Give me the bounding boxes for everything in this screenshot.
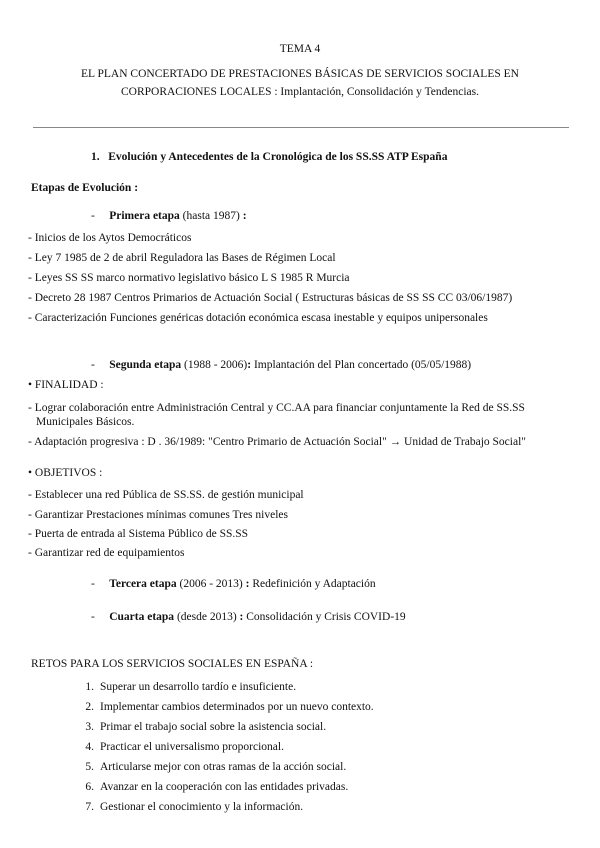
stage-desc: Consolidación y Crisis COVID-19 xyxy=(243,611,406,623)
stage-desc: Implantación del Plan concertado (05/05/1988) xyxy=(251,359,472,371)
section-1-heading xyxy=(91,151,447,163)
etapas-label: Etapas de Evolución : xyxy=(31,182,139,194)
item-number: 5. xyxy=(85,761,94,773)
stage-colon: : xyxy=(245,578,250,590)
stage-range: (1988 - 2006) xyxy=(181,359,248,371)
item-text: Implementar cambios determinados por un nuevo contexto. xyxy=(100,701,374,713)
title-line-2-sub: Implantación, Consolidación y Tendencias. xyxy=(277,86,480,98)
tema-label: TEMA 4 xyxy=(279,43,321,55)
title-line-1: EL PLAN CONCERTADO DE PRESTACIONES BÁSICAS DE SERVICIOS SOCIALES EN xyxy=(81,68,519,80)
item-number: 3. xyxy=(85,721,94,733)
item-text: Articularse mejor con otras ramas de la acción social. xyxy=(100,761,347,773)
stage-colon: : xyxy=(242,210,247,222)
stage-range: (2006 - 2013) xyxy=(176,578,246,590)
item-number: 4. xyxy=(85,741,94,753)
item-number: 6. xyxy=(85,781,94,793)
item-text: Superar un desarrollo tardío e insuficiente. xyxy=(100,681,297,693)
divider xyxy=(33,127,569,128)
list-item xyxy=(78,781,348,793)
stage-name: Segunda etapa xyxy=(109,359,182,371)
item-number: 1. xyxy=(85,681,94,693)
stage-colon: : xyxy=(247,359,252,371)
title-line-2-main: CORPORACIONES LOCALES : xyxy=(120,86,278,98)
list-item: - Establecer una red Pública de SS.SS. de gestión municipal xyxy=(28,489,304,501)
stage-colon: : xyxy=(239,611,244,623)
stage-range: (hasta 1987) xyxy=(179,210,243,222)
section-number: 1. xyxy=(91,151,100,163)
list-item xyxy=(78,681,296,693)
list-item-continuation: Municipales Básicos. xyxy=(36,416,135,428)
list-item: - Puerta de entrada al Sistema Público de SS.SS xyxy=(28,528,249,540)
cuarta-etapa-heading xyxy=(91,611,406,623)
list-item: - Inicios de los Aytos Democráticos xyxy=(28,232,192,244)
tercera-etapa-heading xyxy=(91,578,376,590)
stage-desc: Redefinición y Adaptación xyxy=(249,578,376,590)
list-item xyxy=(78,721,326,733)
bullet-dash: - xyxy=(91,611,95,623)
segunda-etapa-heading xyxy=(91,359,471,371)
bullet-dash: - xyxy=(91,578,95,590)
list-item: - Decreto 28 1987 Centros Primarios de Actuación Social ( Estructuras básicas de SS SS CC 03/06/1987) xyxy=(28,292,513,304)
list-item: - Garantizar Prestaciones mínimas comunes Tres niveles xyxy=(28,509,288,521)
bullet-dash: - xyxy=(91,210,95,222)
objetivos-label: • OBJETIVOS : xyxy=(28,467,103,479)
list-item: - Ley 7 1985 de 2 de abril Reguladora las Bases de Régimen Local xyxy=(28,252,336,264)
stage-range: (desde 2013) xyxy=(174,611,240,623)
bullet-dash: - xyxy=(91,359,95,371)
stage-name: Cuarta etapa xyxy=(109,611,175,623)
list-item: - Leyes SS SS marco normativo legislativo básico L S 1985 R Murcia xyxy=(28,272,350,284)
list-item: - Caracterización Funciones genéricas dotación económica escasa inestable y equipos unipersonales xyxy=(28,312,488,324)
item-number: 7. xyxy=(85,801,94,813)
finalidad-label: • FINALIDAD : xyxy=(28,379,104,391)
list-item: - Garantizar red de equipamientos xyxy=(28,547,185,559)
section-title: Evolución y Antecedentes de la Cronológica de los SS.SS ATP España xyxy=(108,151,448,163)
list-item xyxy=(78,761,346,773)
stage-name: Primera etapa xyxy=(109,210,180,222)
retos-heading: RETOS PARA LOS SERVICIOS SOCIALES EN ESPAÑA : xyxy=(31,658,314,670)
stage-name: Tercera etapa xyxy=(109,578,177,590)
item-text: Practicar el universalismo proporcional. xyxy=(100,741,284,753)
list-item: - Lograr colaboración entre Administración Central y CC.AA para financiar conjuntamente la Red de SS.SS xyxy=(28,402,525,414)
primera-etapa-heading xyxy=(91,210,247,222)
item-number: 2. xyxy=(85,701,94,713)
item-text: Gestionar el conocimiento y la información. xyxy=(100,801,304,813)
list-item xyxy=(78,701,374,713)
title-line-2 xyxy=(0,86,600,98)
list-item xyxy=(78,741,284,753)
item-text: Primar el trabajo social sobre la asistencia social. xyxy=(100,721,327,733)
list-item: - Adaptación progresiva : D . 36/1989: "Centro Primario de Actuación Social" → Unidad de Trabajo Social" xyxy=(28,436,526,448)
item-text: Avanzar en la cooperación con las entidades privadas. xyxy=(100,781,349,793)
list-item xyxy=(78,801,303,813)
